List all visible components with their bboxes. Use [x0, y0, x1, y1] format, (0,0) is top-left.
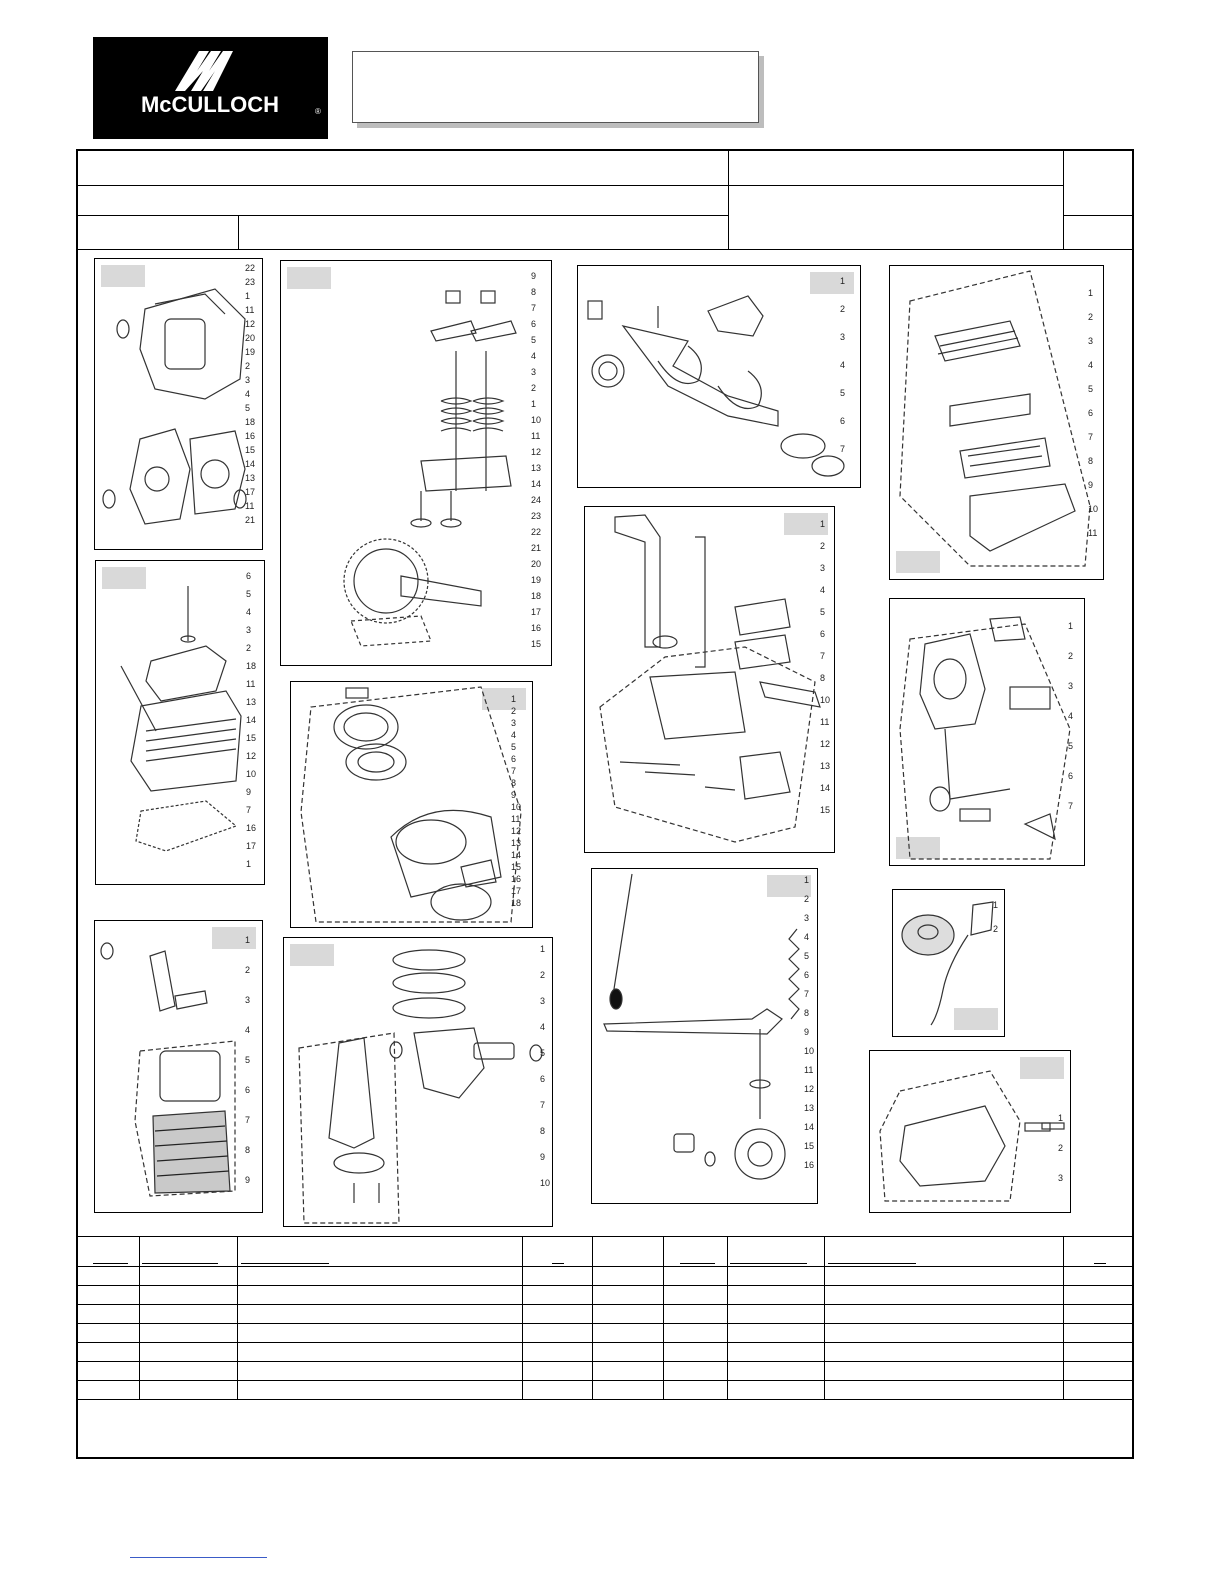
table-bottom-rule	[76, 1399, 1134, 1400]
registered-mark: ®	[315, 107, 321, 116]
table-col-divider	[1063, 1236, 1064, 1399]
col-header-rule	[241, 1263, 329, 1264]
callout-number: 4	[246, 607, 252, 617]
callout-number: 17	[531, 607, 542, 617]
callout-number: 4	[531, 351, 537, 361]
callout-number: 2	[1068, 651, 1074, 661]
callout-number: 23	[245, 277, 256, 287]
callout-number: 4	[840, 360, 846, 370]
callout-number: 8	[804, 1008, 810, 1018]
callout-number: 6	[511, 754, 517, 764]
callout-number: 8	[1088, 456, 1094, 466]
callout-number: 18	[511, 898, 522, 908]
diagram-air-filter	[889, 265, 1104, 580]
col-header-rule	[828, 1263, 916, 1264]
callout-number: 10	[511, 802, 522, 812]
callout-number: 1	[531, 399, 537, 409]
callout-number: 15	[804, 1141, 815, 1151]
callout-number: 8	[245, 1145, 251, 1155]
header-rule-1	[76, 185, 1064, 186]
table-row-rule	[76, 1323, 1134, 1324]
callout-number: 3	[531, 367, 537, 377]
callout-number: 8	[531, 287, 537, 297]
callout-number: 4	[1088, 360, 1094, 370]
callout-number: 1	[245, 935, 251, 945]
callout-number: 14	[246, 715, 257, 725]
callout-number: 14	[531, 479, 542, 489]
callout-number: 4	[1068, 711, 1074, 721]
callout-number: 4	[804, 932, 810, 942]
callout-number: 7	[1068, 801, 1074, 811]
callout-number: 1	[1068, 621, 1074, 631]
callout-number: 1	[804, 875, 810, 885]
callout-number: 6	[840, 416, 846, 426]
callout-number: 9	[540, 1152, 546, 1162]
table-col-divider	[522, 1236, 523, 1399]
callout-number: 16	[245, 431, 256, 441]
callout-number: 5	[804, 951, 810, 961]
callout-number: 4	[245, 1025, 251, 1035]
callout-number: 4	[245, 389, 251, 399]
callout-number: 2	[531, 383, 537, 393]
callout-number: 9	[531, 271, 537, 281]
callout-number: 10	[540, 1178, 551, 1188]
col-header-rule	[142, 1263, 218, 1264]
callout-number: 7	[1088, 432, 1094, 442]
callout-number: 1	[1088, 288, 1094, 298]
callout-number: 3	[1088, 336, 1094, 346]
diagram-governor	[591, 868, 818, 1204]
table-col-divider	[237, 1236, 238, 1399]
callout-number: 2	[993, 924, 999, 934]
callout-number: 14	[245, 459, 256, 469]
callout-number: 1	[1058, 1113, 1064, 1123]
callout-number: 13	[246, 697, 257, 707]
callout-number: 2	[245, 965, 251, 975]
callout-number: 2	[1058, 1143, 1064, 1153]
callout-number: 13	[511, 838, 522, 848]
callout-number: 7	[246, 805, 252, 815]
callout-number: 6	[531, 319, 537, 329]
callout-number: 11	[1088, 528, 1098, 538]
table-col-divider	[663, 1236, 664, 1399]
table-col-divider	[592, 1236, 593, 1399]
table-row-rule	[76, 1361, 1134, 1362]
callout-number: 7	[245, 1115, 251, 1125]
callout-number: 7	[820, 651, 826, 661]
callout-number: 17	[245, 487, 256, 497]
diagram-fuel-line	[584, 506, 835, 853]
table-row-rule	[76, 1342, 1134, 1343]
notes-area	[78, 1401, 1132, 1457]
callout-number: 21	[531, 543, 542, 553]
callout-number: 18	[531, 591, 542, 601]
callout-number: 15	[511, 862, 522, 872]
callout-number: 5	[540, 1048, 546, 1058]
col-header-rule	[552, 1263, 564, 1264]
callout-number: 5	[245, 403, 251, 413]
callout-number: 5	[511, 742, 517, 752]
callout-number: 13	[531, 463, 542, 473]
callout-number: 3	[540, 996, 546, 1006]
callout-number: 12	[804, 1084, 815, 1094]
header-divider-1	[728, 149, 729, 249]
callout-number: 11	[246, 679, 256, 689]
callout-number: 15	[246, 733, 257, 743]
callout-number: 10	[804, 1046, 815, 1056]
callout-number: 19	[531, 575, 542, 585]
callout-number: 1	[246, 859, 252, 869]
footer-link[interactable]	[130, 1557, 267, 1558]
callout-number: 4	[540, 1022, 546, 1032]
table-col-divider	[824, 1236, 825, 1399]
callout-number: 15	[820, 805, 831, 815]
callout-number: 15	[531, 639, 542, 649]
callout-number: 7	[840, 444, 846, 454]
callout-number: 5	[1088, 384, 1094, 394]
callout-number: 6	[540, 1074, 546, 1084]
callout-number: 13	[820, 761, 831, 771]
callout-number: 6	[804, 970, 810, 980]
callout-number: 3	[804, 913, 810, 923]
callout-number: 9	[246, 787, 252, 797]
callout-number: 3	[820, 563, 826, 573]
callout-number: 12	[511, 826, 522, 836]
callout-number: 18	[246, 661, 257, 671]
callout-number: 7	[804, 989, 810, 999]
callout-number: 16	[511, 874, 522, 884]
callout-number: 9	[804, 1027, 810, 1037]
callout-number: 5	[820, 607, 826, 617]
callout-number: 5	[1068, 741, 1074, 751]
header-rule-bottom	[76, 249, 1134, 250]
callout-number: 16	[246, 823, 257, 833]
callout-number: 19	[245, 347, 256, 357]
callout-number: 15	[245, 445, 256, 455]
callout-number: 1	[840, 276, 846, 286]
callout-number: 3	[245, 995, 251, 1005]
callout-number: 3	[511, 718, 517, 728]
callout-number: 2	[511, 706, 517, 716]
diagram-valve-train	[280, 260, 552, 666]
callout-number: 3	[246, 625, 252, 635]
callout-number: 4	[511, 730, 517, 740]
callout-number: 2	[1088, 312, 1094, 322]
callout-number: 13	[245, 473, 256, 483]
diagram-cover-plate	[869, 1050, 1071, 1213]
callout-number: 16	[531, 623, 542, 633]
callout-number: 8	[511, 778, 517, 788]
callout-number: 11	[820, 717, 830, 727]
callout-number: 2	[540, 970, 546, 980]
diagram-crankshaft	[577, 265, 861, 488]
callout-number: 1	[993, 900, 999, 910]
callout-number: 12	[531, 447, 542, 457]
callout-number: 2	[246, 643, 252, 653]
callout-number: 14	[511, 850, 522, 860]
callout-number: 10	[1088, 504, 1099, 514]
header-divider-3	[238, 215, 239, 249]
col-header-rule	[680, 1263, 715, 1264]
table-col-divider	[727, 1236, 728, 1399]
callout-number: 1	[511, 694, 517, 704]
callout-number: 14	[804, 1122, 815, 1132]
callout-number: 8	[540, 1126, 546, 1136]
callout-number: 2	[840, 304, 846, 314]
logo-wordmark: McCULLOCH	[140, 92, 280, 117]
callout-number: 9	[245, 1175, 251, 1185]
callout-number: 3	[1068, 681, 1074, 691]
callout-number: 6	[1088, 408, 1094, 418]
table-col-divider	[139, 1236, 140, 1399]
callout-number: 23	[531, 511, 542, 521]
callout-number: 21	[245, 515, 256, 525]
document-title-box	[352, 51, 759, 123]
callout-number: 17	[511, 886, 522, 896]
callout-number: 8	[820, 673, 826, 683]
callout-number: 6	[820, 629, 826, 639]
mcculloch-logo	[93, 37, 328, 139]
callout-number: 4	[820, 585, 826, 595]
diagram-ignition	[892, 889, 1005, 1037]
col-header-rule	[730, 1263, 807, 1264]
callout-number: 11	[804, 1065, 814, 1075]
callout-number: 3	[245, 375, 251, 385]
diagram-carburetor	[889, 598, 1085, 866]
table-row-rule	[76, 1380, 1134, 1381]
diagram-cylinder-head	[95, 560, 265, 885]
callout-number: 1	[820, 519, 826, 529]
callout-number: 1	[540, 944, 546, 954]
callout-number: 10	[246, 769, 257, 779]
header-divider-2	[1063, 149, 1064, 249]
callout-number: 9	[1088, 480, 1094, 490]
callout-number: 10	[820, 695, 831, 705]
callout-number: 6	[246, 571, 252, 581]
col-header-rule	[1094, 1263, 1106, 1264]
callout-number: 6	[245, 1085, 251, 1095]
callout-number: 11	[245, 501, 255, 511]
callout-number: 7	[540, 1100, 546, 1110]
callout-number: 2	[245, 361, 251, 371]
table-row-rule	[76, 1304, 1134, 1305]
callout-number: 5	[246, 589, 252, 599]
table-row-rule	[76, 1266, 1134, 1267]
diagram-muffler	[94, 920, 263, 1213]
callout-number: 11	[531, 431, 541, 441]
callout-number: 17	[246, 841, 257, 851]
callout-number: 24	[531, 495, 542, 505]
callout-number: 1	[245, 291, 251, 301]
callout-number: 2	[804, 894, 810, 904]
callout-number: 3	[1058, 1173, 1064, 1183]
callout-number: 2	[820, 541, 826, 551]
callout-number: 7	[531, 303, 537, 313]
callout-number: 6	[1068, 771, 1074, 781]
header-rule-3	[1063, 215, 1134, 216]
callout-number: 9	[511, 790, 517, 800]
col-header-rule	[93, 1263, 128, 1264]
callout-number: 11	[245, 305, 255, 315]
header-rule-2	[76, 215, 728, 216]
callout-number: 18	[245, 417, 256, 427]
callout-number: 13	[804, 1103, 815, 1113]
callout-number: 5	[245, 1055, 251, 1065]
diagram-piston	[283, 937, 553, 1227]
callout-number: 5	[840, 388, 846, 398]
callout-number: 10	[531, 415, 542, 425]
callout-number: 12	[246, 751, 257, 761]
callout-number: 22	[245, 263, 256, 273]
callout-number: 5	[531, 335, 537, 345]
callout-number: 11	[511, 814, 521, 824]
diagram-crankcase	[94, 258, 263, 550]
callout-number: 20	[531, 559, 542, 569]
table-top-rule	[76, 1236, 1134, 1237]
diagram-recoil-starter	[290, 681, 533, 928]
callout-number: 22	[531, 527, 542, 537]
table-row-rule	[76, 1285, 1134, 1286]
callout-number: 7	[511, 766, 517, 776]
callout-number: 20	[245, 333, 256, 343]
callout-number: 3	[840, 332, 846, 342]
callout-number: 14	[820, 783, 831, 793]
callout-number: 12	[245, 319, 256, 329]
callout-number: 16	[804, 1160, 815, 1170]
callout-number: 12	[820, 739, 831, 749]
